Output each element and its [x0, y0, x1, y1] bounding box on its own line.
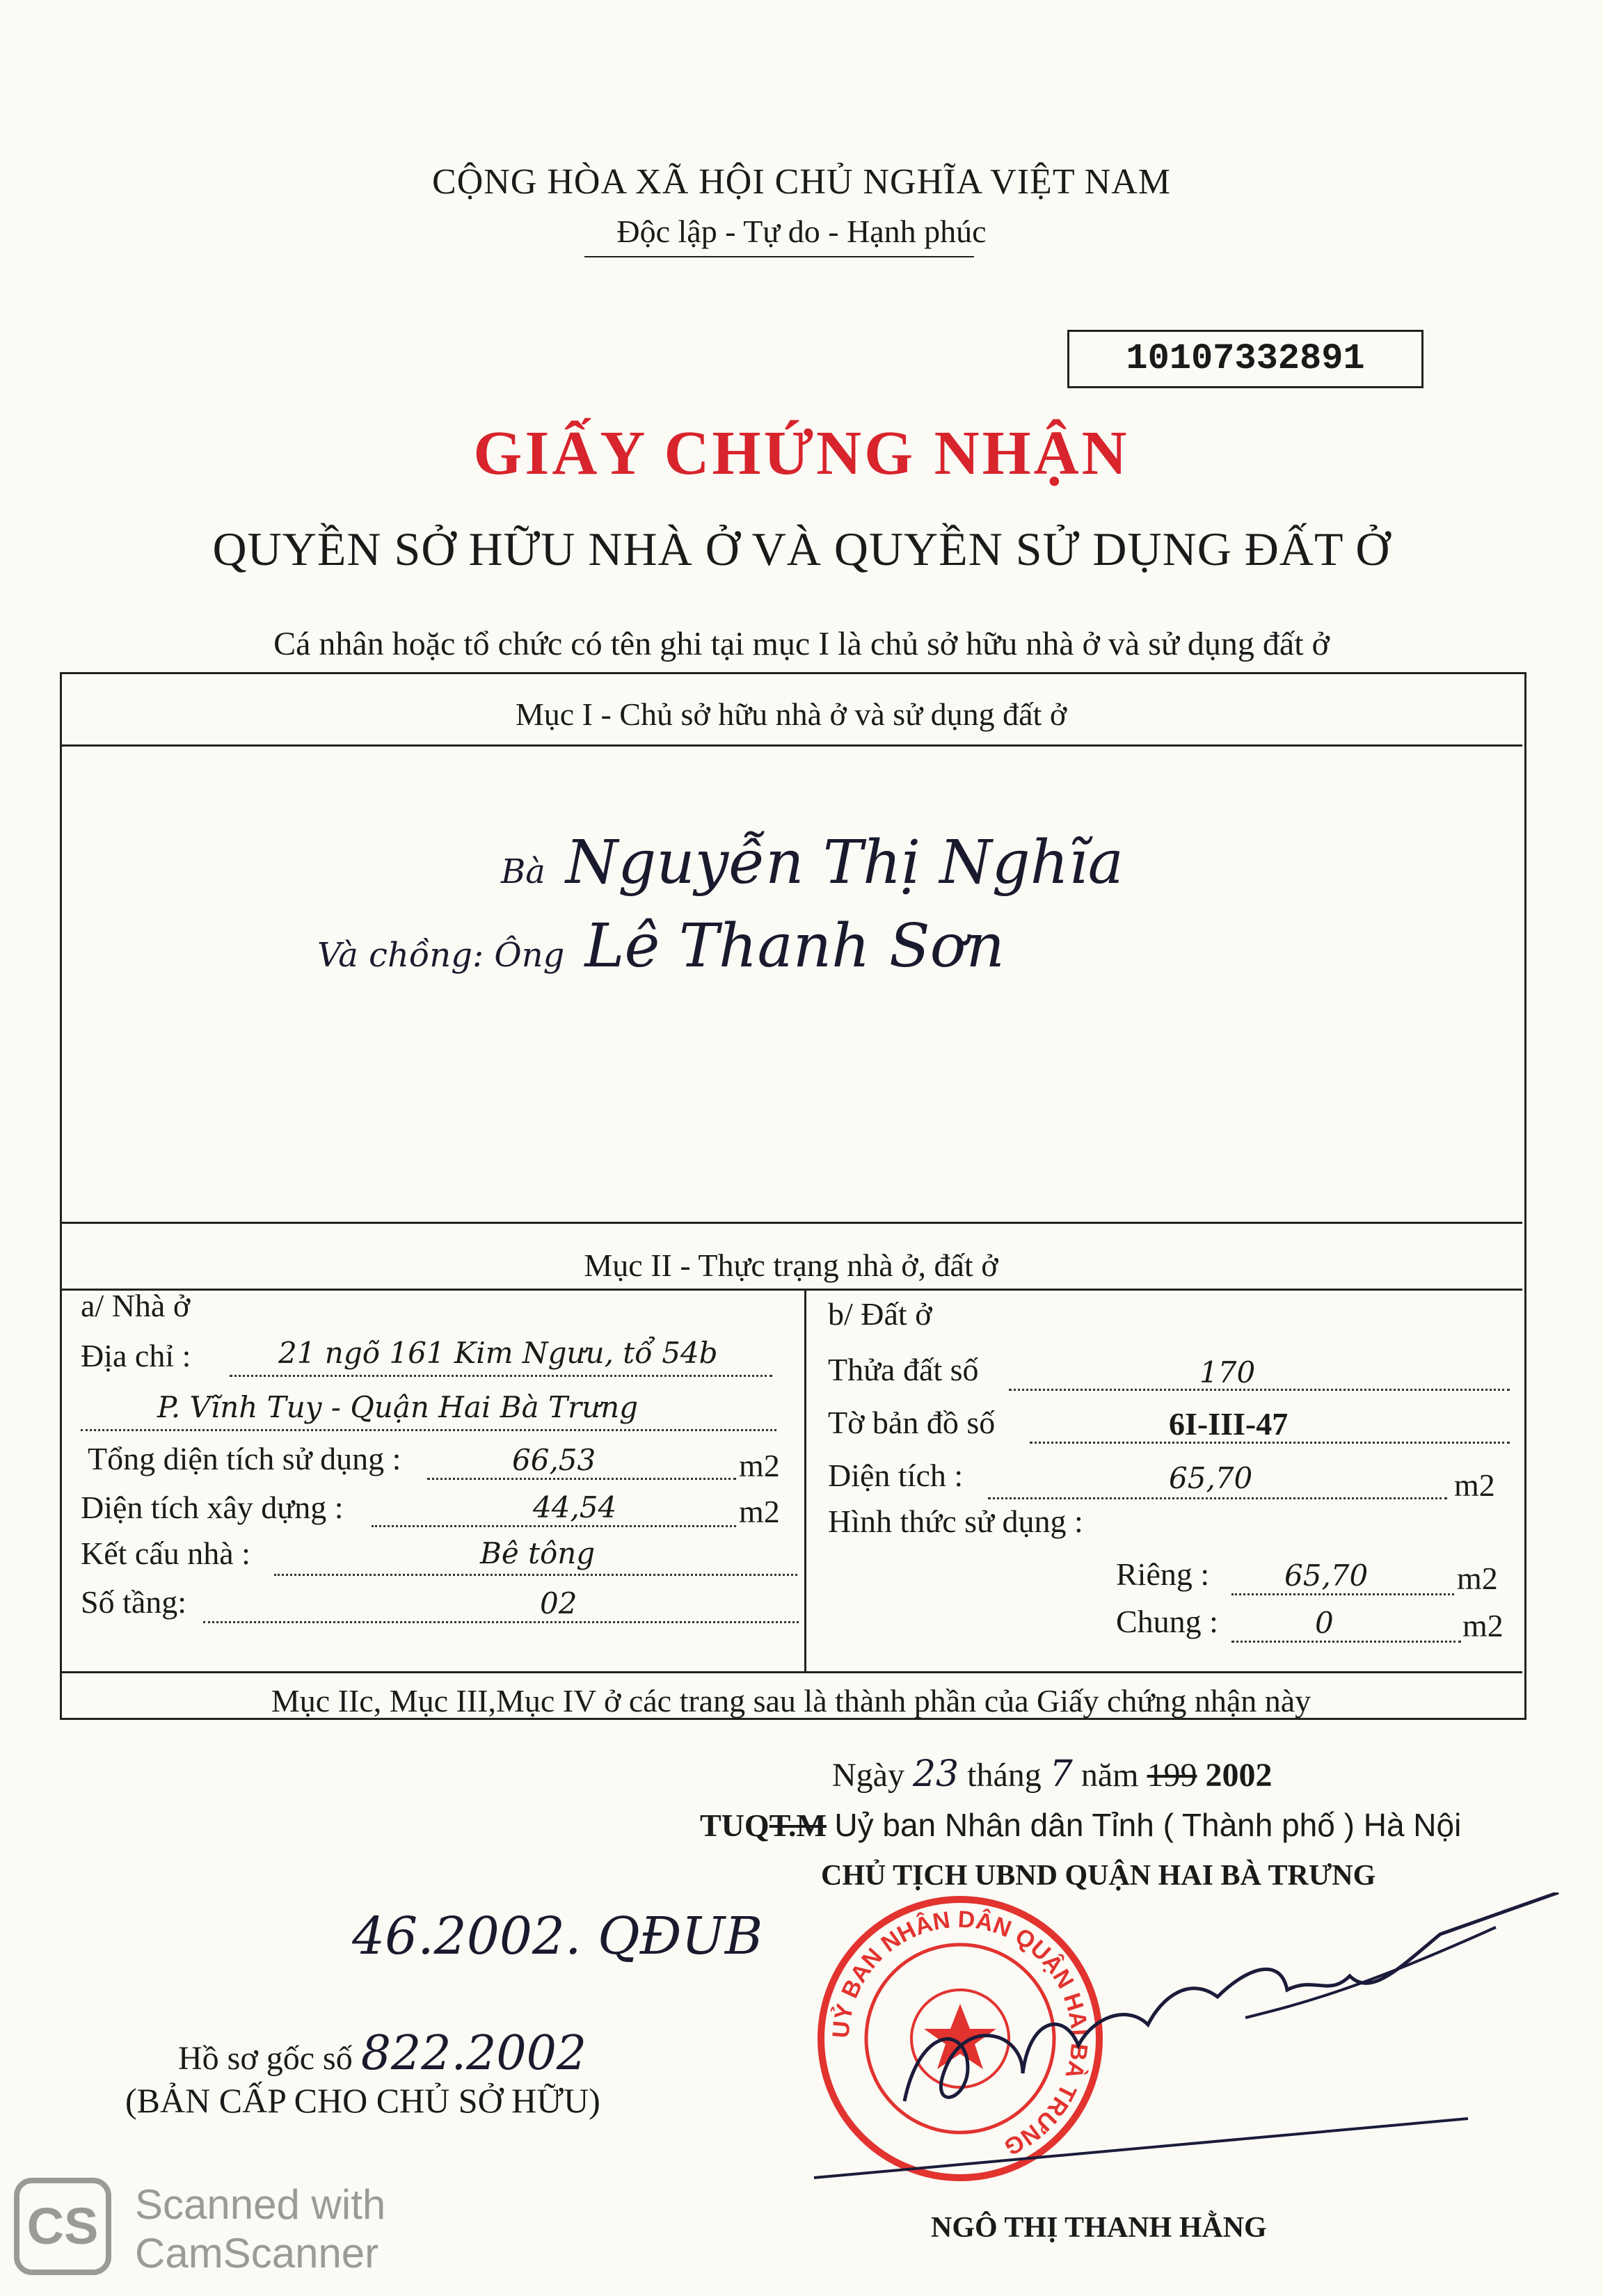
owner-name: Nguyễn Thị Nghĩa [565, 828, 1124, 898]
certificate-subtitle: QUYỀN SỞ HỮU NHÀ Ở VÀ QUYỀN SỬ DỤNG ĐẤT Ở [212, 523, 1391, 575]
authority-prefix-struck: T.M [769, 1808, 827, 1843]
land-area-unit: m2 [1454, 1467, 1495, 1503]
total-area-label: Tổng diện tích sử dụng : [88, 1441, 401, 1476]
land-area-label: Diện tích : [828, 1458, 964, 1493]
usage-label: Hình thức sử dụng : [828, 1504, 1083, 1539]
parcel-label: Thửa đất số [828, 1352, 979, 1387]
address-dots-1 [230, 1375, 772, 1377]
motto: Độc lập - Tự do - Hạnh phúc [616, 214, 987, 249]
section2-heading-divider [60, 1289, 1522, 1291]
day-label: Ngày [832, 1757, 904, 1794]
section2-heading: Mục II - Thực trạng nhà ở, đất ở [584, 1247, 998, 1283]
address-dots-2 [81, 1429, 776, 1431]
authority-body: Uỷ ban Nhân dân Tỉnh ( Thành phố ) Hà Nội [834, 1807, 1462, 1843]
seal-and-signature [800, 1892, 1603, 2185]
build-area-dots [372, 1525, 736, 1527]
build-area-unit: m2 [739, 1494, 780, 1529]
floors-label: Số tầng: [81, 1584, 187, 1620]
record-label: Hồ sơ gốc số [178, 2040, 353, 2077]
year-value: 2002 [1205, 1757, 1273, 1794]
day-value: 23 [912, 1753, 959, 1795]
month-value: 7 [1049, 1753, 1073, 1795]
total-area-dots [427, 1478, 736, 1480]
address-line2: P. Vĩnh Tuy - Quận Hai Bà Trưng [157, 1390, 639, 1424]
shared-value: 0 [1315, 1606, 1334, 1640]
footer-note: Mục IIc, Mục III,Mục IV ở các trang sau là thành phần của Giấy chứng nhận này [271, 1683, 1311, 1719]
total-area-value: 66,53 [512, 1443, 596, 1477]
map-label: Tờ bản đồ số [828, 1405, 996, 1440]
spouse-line [317, 911, 1005, 981]
house-heading: a/ Nhà ở [81, 1288, 191, 1323]
intro-text: Cá nhân hoặc tổ chức có tên ghi tại mục I là chủ sở hữu nhà ở và sử dụng đất ở [273, 625, 1330, 662]
build-area-label: Diện tích xây dựng : [81, 1490, 344, 1525]
owner-prefix: Bà [501, 852, 545, 891]
authority-line [700, 1806, 1461, 1844]
land-heading: b/ Đất ở [828, 1296, 932, 1332]
parcel-dots [1009, 1389, 1510, 1391]
private-value: 65,70 [1284, 1558, 1369, 1593]
seal-text-path: UỶ BAN NHÂN DÂN QUẬN HAI BÀ TRƯNG [827, 1906, 1093, 2161]
parcel-value: 170 [1199, 1355, 1256, 1389]
handwritten-reference: 46.2002. QĐUB [352, 1906, 763, 1966]
issue-date [832, 1753, 1273, 1795]
structure-label: Kết cấu nhà : [81, 1536, 250, 1571]
watermark-line2: CamScanner [135, 2230, 379, 2277]
month-label: tháng [967, 1757, 1042, 1794]
land-area-dots [988, 1497, 1447, 1499]
country-name: CỘNG HÒA XÃ HỘI CHỦ NGHĨA VIỆT NAM [432, 162, 1171, 202]
certificate-title: GIẤY CHỨNG NHẬN [473, 419, 1130, 488]
floors-dots [203, 1621, 799, 1623]
record-line [178, 2026, 587, 2081]
section2-top-divider [60, 1222, 1522, 1224]
floors-value: 02 [540, 1586, 577, 1620]
section1-heading: Mục I - Chủ sở hữu nhà ở và sử dụng đất ở [515, 696, 1067, 732]
shared-dots [1231, 1641, 1461, 1643]
year-struck: 199 [1147, 1757, 1197, 1794]
camscanner-logo: CS [14, 2178, 111, 2275]
official-seal [821, 1899, 1099, 2178]
structure-dots [274, 1574, 797, 1576]
year-label: năm [1080, 1757, 1139, 1794]
land-area-value: 65,70 [1169, 1461, 1253, 1495]
section2-bottom-divider [60, 1671, 1522, 1673]
address-label: Địa chỉ : [81, 1338, 191, 1373]
spouse-name: Lê Thanh Sơn [584, 911, 1005, 981]
serial-number: 10107332891 [1067, 330, 1423, 388]
section2-column-divider [804, 1289, 806, 1671]
section1-divider [60, 744, 1522, 747]
authority-title: CHỦ TỊCH UBND QUẬN HAI BÀ TRƯNG [821, 1860, 1376, 1892]
signer-name: NGÔ THỊ THANH HẰNG [931, 2212, 1267, 2244]
address-line1: 21 ngõ 161 Kim Ngưu, tổ 54b [278, 1336, 718, 1370]
record-value: 822.2002 [360, 2026, 587, 2081]
authority-prefix: TUQ [700, 1808, 769, 1843]
private-unit: m2 [1457, 1561, 1498, 1596]
copy-note: (BẢN CẤP CHO CHỦ SỞ HỮU) [125, 2081, 600, 2120]
owner-line [501, 828, 1124, 898]
shared-label: Chung : [1116, 1604, 1218, 1639]
private-dots [1231, 1593, 1454, 1595]
map-value: 6I-III-47 [1169, 1406, 1289, 1442]
total-area-unit: m2 [739, 1448, 780, 1483]
spouse-prefix: Và chồng: Ông [317, 936, 565, 975]
shared-unit: m2 [1462, 1608, 1504, 1643]
build-area-value: 44,54 [533, 1490, 617, 1524]
private-label: Riêng : [1116, 1556, 1210, 1592]
structure-value: Bê tông [480, 1536, 596, 1570]
watermark-line1: Scanned with [135, 2181, 386, 2228]
motto-underline [584, 256, 974, 257]
